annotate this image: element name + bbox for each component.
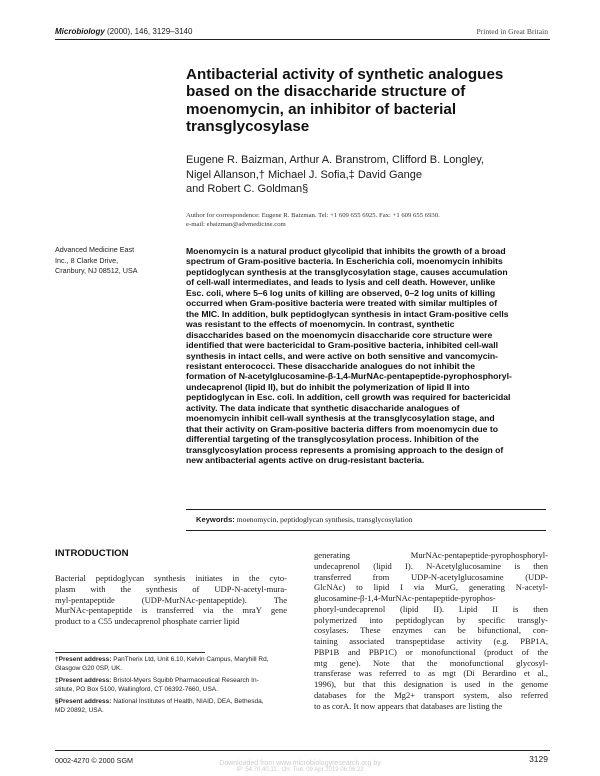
abstract-line: synthesis in intact cells, and were active on both sensitive and vancomycin- — [186, 350, 499, 361]
keywords-label: Keywords: — [196, 515, 235, 524]
journal-citation — [55, 27, 192, 36]
abstract-line: Moenomycin is a natural product glycolipid that inhibits the growth of a broad — [186, 246, 506, 256]
abstract-line: disaccharides based on the moenomycin disaccharide core structure were — [186, 329, 493, 340]
watermark-line: IP: 54.70.40.11 — [236, 767, 277, 773]
author-line: Eugene R. Baizman, Arthur A. Branstrom, Clifford B. Longley, — [186, 154, 484, 166]
paragraph-line: transferred from UDP-N-acetylglucosamine (UDP- — [314, 571, 548, 582]
correspondence-line: Author for correspondence: Eugene R. Baizman. Tel: +1 609 655 6925. Fax: +1 609 655 6930. — [186, 212, 440, 219]
keywords-box — [186, 509, 546, 531]
footnote-text: stitute, PO Box 5100, Wallingford, CT 06392-7660, USA. — [55, 686, 218, 694]
printed-note: Printed in Great Britain — [476, 27, 548, 36]
abstract-line: peptidoglycan in Esc. coli. In addition, cell growth was required for bactericidal — [186, 392, 511, 403]
author-list — [186, 153, 546, 197]
paragraph-line: PBP1B and PBP1C) or monofunctional (product of the — [314, 646, 548, 657]
paragraph-line: glucosamine-β-1,4-MurNAc-pentapeptide-pyrophos- — [314, 593, 496, 603]
affiliation — [55, 245, 175, 277]
intro-left-column — [55, 573, 287, 627]
footnote-label: †Present address: — [55, 656, 112, 663]
abstract-line: of cell-wall intermediates, and leads to lysis and cell death. However, unlike — [186, 277, 496, 288]
abstract-line: the MIC. In addition, bulk peptidoglycan synthesis in intact Gram-positive cells — [186, 308, 509, 319]
paragraph-line: undecaprenol (lipid I). N-Acetylglucosamine is then — [314, 560, 548, 571]
paragraph-line: plasm with the synthesis of UDP-N-acetyl-mura- — [55, 583, 287, 594]
abstract-line: occurred when Gram-positive bacteria were treated with similar multiples of — [186, 298, 498, 309]
header-rule — [55, 39, 550, 40]
abstract-line: identified that were bactericidal to Gram-positive bacteria, inhibited cell-wall — [186, 340, 499, 351]
abstract-line: spectrum of Gram-positive bacteria. In Escherichia coli, moenomycin inhibits — [186, 256, 503, 267]
abstract-line: Esc. coli, where 5–6 log units of killing are observed, 0–2 log units of killing — [186, 287, 496, 298]
paragraph-line: myl-pentapeptide (UDP-MurNAc-pentapeptide). The — [55, 594, 287, 605]
download-watermark — [0, 767, 600, 773]
watermark-line: Downloaded from www.microbiologyresearch.org by — [219, 760, 381, 767]
paragraph-line: phoryl-undecaprenol (lipid II). Lipid II is then — [314, 603, 548, 614]
abstract-line: peptidoglycan synthesis at the transglycosylation stage, causes accumulation — [186, 266, 508, 277]
affiliation-line: Cranbury, NJ 08512, USA — [55, 266, 138, 275]
paragraph-line: cosylases. These enzymes can be bifunctional, con- — [314, 625, 548, 636]
abstract-line: transglycosylation process represents a promising approach to the design of — [186, 444, 504, 455]
paragraph-line: product to a C55 undecaprenol phosphate carrier lipid — [55, 616, 240, 626]
paragraph-line: 1996), but that this designation is used in the genome — [314, 679, 548, 689]
intro-right-column — [314, 550, 548, 711]
paragraph-line: transferase was referred to as mgt (Di Berardino et al., — [314, 668, 548, 679]
paragraph-line: databases for the Mg2+ transport system, also referred — [314, 689, 548, 700]
footnote-label: ‡Present address: — [55, 677, 112, 684]
paragraph-line: generating MurNAc-pentapeptide-pyrophosphoryl- — [314, 550, 548, 560]
footnote-rule — [55, 652, 205, 653]
abstract-line: was resistant to the effects of moenomycin. In contrast, synthetic — [186, 319, 455, 330]
paragraph-line: mtg gene). Note that the monofunctional glycosyl- — [314, 657, 548, 668]
page-number: 3129 — [529, 754, 548, 764]
footnote-text: PanTherix Ltd, Unit 6.10, Kelvin Campus, Maryhill Rd, — [113, 656, 269, 663]
footnote-label: §Present address: — [55, 698, 112, 705]
journal-name: Microbiology — [55, 27, 105, 36]
abstract-line: new antibacterial agents active on drug-resistant bacteria. — [186, 455, 425, 466]
author-line: Nigel Allanson,† Michael J. Sofia,‡ David Gange — [186, 168, 423, 181]
affiliation-line: Advanced Medicine East — [55, 245, 135, 254]
footnote-text: Glasgow G20 0SP, UK. — [55, 665, 123, 673]
author-line: and Robert C. Goldman§ — [186, 183, 309, 195]
paragraph-line: MurNAc-pentapeptide is transferred via the mraY gene — [55, 605, 287, 616]
footnote-text: MD 20892, USA. — [55, 707, 104, 715]
keywords-text: moenomycin, peptidoglycan synthesis, transglycosylation — [236, 515, 413, 524]
abstract-line: resistant enterococci. These disaccharide analogues do not inhibit the — [186, 360, 476, 371]
footnote — [55, 697, 287, 715]
abstract-line: undecaprenol (lipid II), but do inhibit the polymerization of lipid II into — [186, 381, 470, 392]
abstract-line: differential targeting of the transglycosylation process. Inhibition of the — [186, 434, 479, 445]
footnote — [55, 655, 287, 673]
abstract-line: activity. The data indicate that synthetic disaccharide analogues of — [186, 402, 460, 413]
correspondence — [186, 211, 546, 229]
abstract-line: moenomycin inhibit cell-wall synthesis at the transglycosylation stage, and — [186, 413, 495, 424]
abstract-line: that their activity on Gram-positive bacteria differs from moenomycin due to — [186, 423, 498, 434]
correspondence-email: e-mail: ebaizman@advmedicine.com — [186, 221, 286, 228]
footer-rule — [55, 750, 550, 751]
paragraph-line: polymerized into peptidoglycan by specific transgly- — [314, 614, 548, 625]
article-title: Antibacterial activity of synthetic analogues based on the disaccharide structure of moenomycin, an inhibitor of bacterial transglycosylase — [186, 66, 504, 135]
footnote-text: National Institutes of Health, NIAID, DEA, Bethesda, — [113, 698, 264, 705]
paragraph-line: to as corA. It now appears that databases are listing the — [314, 700, 503, 711]
section-heading-introduction: INTRODUCTION — [55, 548, 129, 559]
paragraph-line: Bacterial peptidoglycan synthesis initiates in the cyto- — [55, 573, 287, 583]
citation-text: (2000), 146, 3129–3140 — [107, 27, 193, 36]
keywords — [196, 515, 412, 524]
footnote-text: Bristol-Myers Squibb Pharmaceutical Research In- — [113, 677, 259, 684]
watermark-line: On: Tue, 09 Apr 2019 06:06:22 — [281, 767, 364, 773]
footnote — [55, 676, 287, 694]
footer-issn: 0002-4270 © 2000 SGM — [55, 756, 134, 765]
abstract — [186, 246, 548, 466]
abstract-line: formation of N-acetylglucosamine-β-1,4-MurNAc-pentapeptide-pyrophosphoryl- — [186, 371, 512, 382]
paragraph-line: GlcNAc) to lipid I via MurG, generating N-acetyl- — [314, 582, 548, 593]
affiliation-line: Inc., 8 Clarke Drive, — [55, 255, 119, 265]
paragraph-line: taining associated transpeptidase activity (e.g. PBP1A, — [314, 636, 548, 646]
